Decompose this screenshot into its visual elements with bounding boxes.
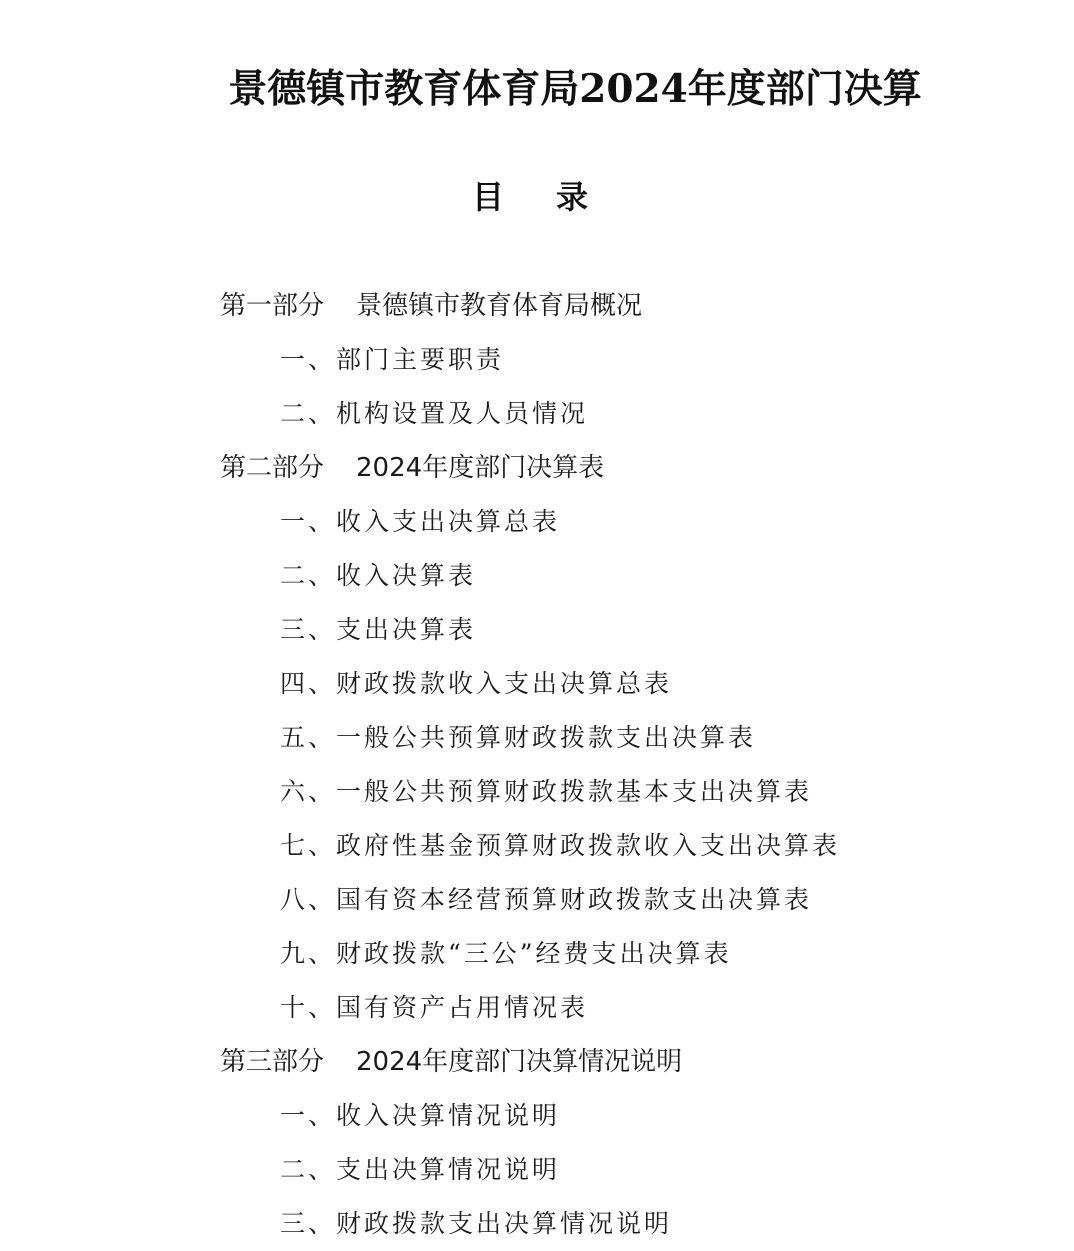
toc-item[interactable]: 五、一般公共预算财政拨款支出决算表 bbox=[280, 723, 757, 752]
toc-item[interactable]: 三、支出决算表 bbox=[280, 615, 477, 644]
toc-item[interactable]: 四、财政拨款收入支出决算总表 bbox=[280, 669, 673, 698]
document-title: 景德镇市教育体育局2024年度部门决算 bbox=[228, 66, 922, 112]
toc-part-number: 第二部分 bbox=[220, 453, 325, 483]
toc-item[interactable]: 二、收入决算表 bbox=[280, 561, 477, 590]
toc-part-title: 2024年度部门决算表 bbox=[356, 453, 605, 483]
toc-item[interactable]: 一、部门主要职责 bbox=[280, 345, 505, 374]
toc-part-3[interactable] bbox=[0, 1035, 1074, 1089]
toc-part-title: 2024年度部门决算情况说明 bbox=[356, 1047, 683, 1077]
toc-part-number: 第一部分 bbox=[220, 291, 325, 321]
toc-item[interactable]: 一、收入决算情况说明 bbox=[280, 1101, 561, 1130]
toc-part-2[interactable] bbox=[0, 441, 1074, 495]
toc-part-title: 景德镇市教育体育局概况 bbox=[356, 291, 643, 321]
toc-item[interactable]: 八、国有资本经营预算财政拨款支出决算表 bbox=[280, 885, 813, 914]
toc-heading bbox=[472, 172, 588, 218]
toc-item[interactable]: 二、支出决算情况说明 bbox=[280, 1155, 561, 1184]
toc-item[interactable]: 一、收入支出决算总表 bbox=[280, 507, 561, 536]
toc-item[interactable]: 十、国有资产占用情况表 bbox=[280, 993, 589, 1022]
toc-item[interactable]: 九、财政拨款“三公”经费支出决算表 bbox=[280, 939, 732, 968]
toc-heading-char: 录 bbox=[556, 178, 589, 216]
toc-heading-char: 目 bbox=[472, 178, 505, 216]
toc-part-number: 第三部分 bbox=[220, 1047, 325, 1077]
toc-part-1[interactable] bbox=[0, 279, 1074, 333]
toc-item[interactable]: 二、机构设置及人员情况 bbox=[280, 399, 589, 428]
toc-item[interactable]: 七、政府性基金预算财政拨款收入支出决算表 bbox=[280, 831, 841, 860]
toc-item[interactable]: 六、一般公共预算财政拨款基本支出决算表 bbox=[280, 777, 813, 806]
toc-item[interactable]: 三、财政拨款支出决算情况说明 bbox=[280, 1209, 673, 1238]
table-of-contents bbox=[0, 279, 1074, 1251]
